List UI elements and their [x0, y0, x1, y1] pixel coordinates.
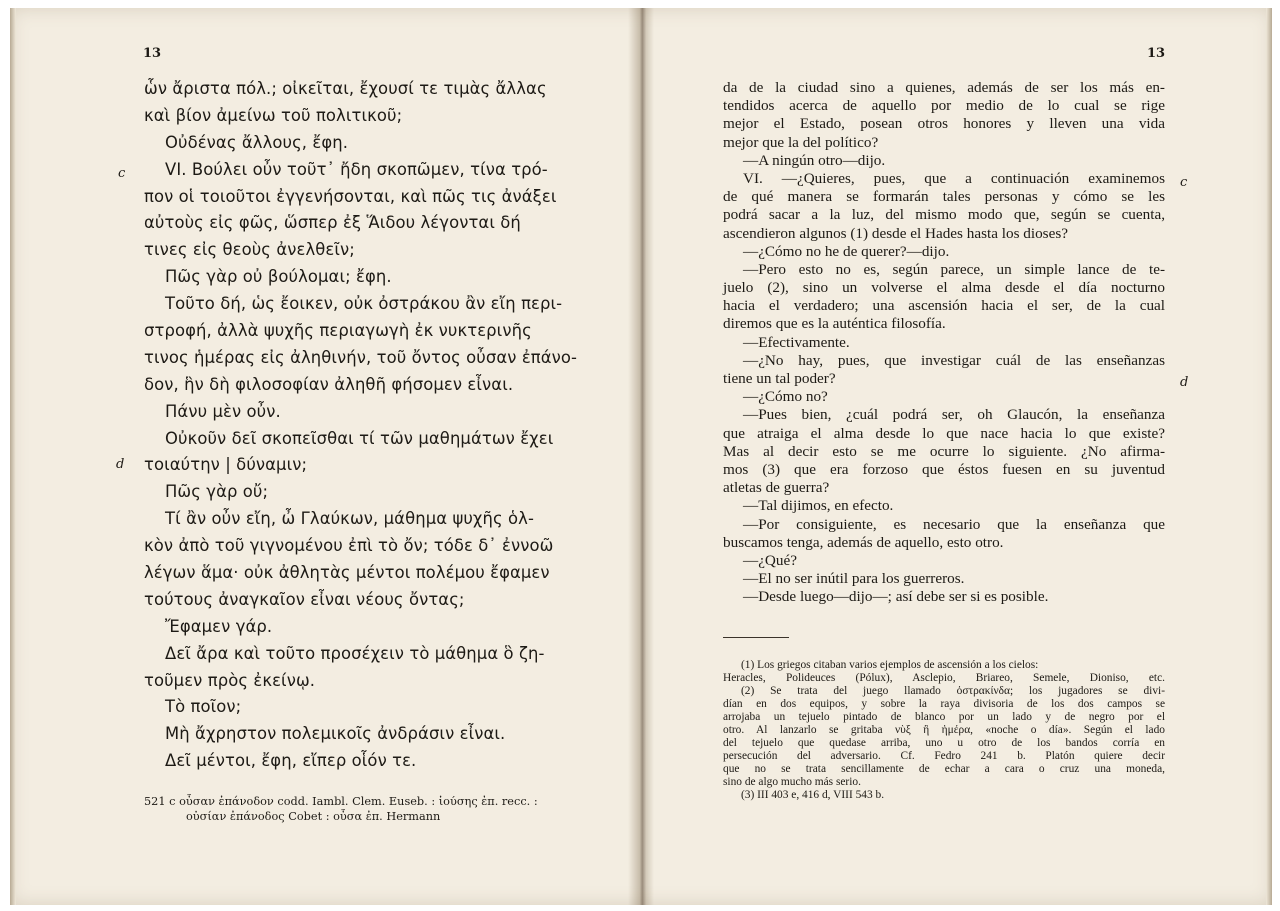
- greek-line: ὧν ἄριστα πόλ.; οἰκεῖται, ἔχουσί τε τιμὰς ἄλλας: [144, 79, 547, 98]
- spanish-line: ascendieron algunos (1) desde el Hades hasta los dioses?: [723, 224, 1068, 242]
- spanish-line: mejor el Estado, posean otros honores y lleven una vida: [723, 115, 1165, 133]
- footnote-line: Heracles, Polideuces (Pólux), Asclepio, Briareo, Semele, Dioniso, etc.: [723, 672, 1165, 684]
- greek-text: [144, 76, 594, 775]
- greek-line: Μὴ ἄχρηστον πολεμικοῖς ἀνδράσιν εἶναι.: [165, 724, 506, 744]
- greek-line: τοιαύτην | δύναμιν;: [144, 455, 308, 475]
- right-margin-letter-c: c: [1180, 175, 1188, 190]
- footnote-line: dían en dos equipos, y sobre la raya divisoria de los dos campos se: [723, 698, 1165, 710]
- greek-line: αὐτοὺς εἰς φῶς, ὥσπερ ἐξ Ἅιδου λέγονται δή: [144, 213, 521, 233]
- greek-line: VI. Βούλει οὖν τοῦτ᾽ ἤδη σκοπῶμεν, τίνα τρό-: [165, 159, 548, 179]
- right-margin-letter-d: d: [1180, 375, 1189, 390]
- left-page-number: 13: [143, 46, 162, 61]
- greek-line: Ἔφαμεν γάρ.: [165, 616, 273, 636]
- spanish-line: diremos que es la auténtica filosofía.: [723, 315, 946, 333]
- greek-line: πον οἱ τοιοῦτοι ἐγγενήσονται, καὶ πῶς τις ἀνάξει: [144, 186, 557, 206]
- page-edge-right: [1266, 8, 1272, 905]
- spanish-line: hacia el verdadero; una ascensión hacia el ser, de la cual: [723, 297, 1165, 315]
- critical-apparatus: [144, 794, 614, 824]
- footnote-line: arrojaba un tejuelo pintado de blanco por un lado y de negro por el: [723, 711, 1165, 723]
- footnote-line: sino de algo mucho más serio.: [723, 776, 861, 788]
- spanish-line: VI. —¿Quieres, pues, que a continuación examinemos: [743, 169, 1165, 187]
- greek-line: λέγων ἅμα· οὐκ ἀθλητὰς μέντοι πολέμου ἔφαμεν: [144, 563, 550, 583]
- spanish-line: tendidos acerca de aquello por medio de lo cual se rige: [723, 97, 1165, 115]
- spanish-line: de qué manera se formarán tales personas y cómo se les: [723, 188, 1165, 206]
- spanish-line: —¿Cómo no he de querer?—dijo.: [743, 242, 950, 260]
- spanish-line: atletas de guerra?: [723, 479, 830, 497]
- spanish-line: —Tal dijimos, en efecto.: [743, 497, 894, 515]
- left-margin-letter-d: d: [116, 457, 125, 472]
- footnotes: [723, 659, 1165, 802]
- greek-line: κὸν ἀπὸ τοῦ γιγνομένου ἐπὶ τὸ ὄν; τόδε δ᾽ ἐννοῶ: [144, 536, 554, 556]
- left-margin-letter-c: c: [118, 166, 126, 181]
- greek-line: Οὐδένας ἄλλους, ἔφη.: [165, 132, 349, 152]
- greek-line: τοῦμεν πρὸς ἐκείνῳ.: [144, 670, 316, 690]
- spanish-line: —Efectivamente.: [743, 333, 850, 351]
- footnote-line: persecución del adversario. Cf. Fedro 241 b. Platón quiere decir: [723, 750, 1165, 762]
- footnote-line: (1) Los griegos citaban varios ejemplos de ascensión a los cielos:: [741, 659, 1039, 671]
- spanish-line: —A ningún otro—dijo.: [743, 151, 886, 169]
- greek-line: Τοῦτο δή, ὡς ἔοικεν, οὐκ ὀστράκου ἂν εἴη περι-: [165, 294, 563, 314]
- apparatus-line: οὐσίαν ἐπάνοδος Cobet : οὖσα ἐπ. Hermann: [186, 810, 441, 823]
- spanish-line: buscamos tenga, además de aquello, esto otro.: [723, 533, 1004, 551]
- book-gutter: [628, 8, 654, 905]
- footnote-line: (2) Se trata del juego llamado ὀστρακίνδα; los jugadores se divi-: [741, 685, 1165, 697]
- greek-line: Τὸ ποῖον;: [165, 697, 242, 717]
- spanish-line: —¿No hay, pues, que investigar cuál de las enseñanzas: [743, 351, 1165, 369]
- footnote-line: del tejuelo que quedase arriba, uno u otro de los bandos corría en: [723, 737, 1165, 749]
- page-edge-left: [10, 8, 16, 905]
- greek-line: δον, ἣν δὴ φιλοσοφίαν ἀληθῆ φήσομεν εἶναι.: [144, 374, 514, 394]
- spanish-line: mos (3) que era forzoso que éstos fuesen en su juventud: [723, 460, 1165, 478]
- greek-line: Δεῖ ἄρα καὶ τοῦτο προσέχειν τὸ μάθημα ὃ ζη-: [165, 643, 545, 663]
- footnote-line: (3) III 403 e, 416 d, VIII 543 b.: [741, 789, 885, 801]
- spanish-line: juelo (2), sino un volverse el alma desde el día nocturno: [723, 279, 1165, 297]
- greek-line: Πάνυ μὲν οὖν.: [165, 401, 281, 421]
- greek-line: καὶ βίον ἀμείνω τοῦ πολιτικοῦ;: [144, 105, 403, 125]
- apparatus-line: 521 c οὖσαν ἐπάνοδον codd. Iambl. Clem. Euseb. : ἰούσης ἐπ. recc. :: [144, 795, 538, 808]
- greek-line: Τί ἂν οὖν εἴη, ὦ Γλαύκων, μάθημα ψυχῆς ὁλ-: [165, 509, 534, 529]
- greek-line: Δεῖ μέντοι, ἔφη, εἴπερ οἷόν τε.: [165, 751, 417, 771]
- footnote-divider: [723, 637, 789, 638]
- spanish-line: da de la ciudad sino a quienes, además de ser los más en-: [723, 79, 1165, 96]
- spanish-line: —¿Cómo no?: [743, 388, 828, 406]
- greek-line: Πῶς γὰρ οὔ;: [165, 482, 269, 502]
- spanish-line: que atraiga el alma desde lo que nace hacia lo que existe?: [723, 424, 1165, 442]
- footnote-line: que no se trata sencillamente de echar a cara o cruz una moneda,: [723, 763, 1165, 775]
- spanish-line: —Pero esto no es, según parece, un simple lance de te-: [743, 260, 1165, 278]
- spanish-line: —Desde luego—dijo—; así debe ser si es posible.: [743, 588, 1049, 606]
- greek-line: τινες εἰς θεοὺς ἀνελθεῖν;: [144, 240, 355, 260]
- spanish-line: —El no ser inútil para los guerreros.: [743, 570, 965, 588]
- spanish-line: mejor que la del político?: [723, 133, 879, 151]
- greek-line: τινος ἡμέρας εἰς ἀληθινήν, τοῦ ὄντος οὖσαν ἐπάνο-: [144, 347, 578, 367]
- footnote-line: otro. Al lanzarlo se gritaba νὺξ ἢ ἡμέρα, «noche o día». Según el lado: [723, 724, 1165, 736]
- greek-line: Οὐκοῦν δεῖ σκοπεῖσθαι τί τῶν μαθημάτων ἔχει: [165, 428, 554, 448]
- greek-line: στροφή, ἀλλὰ ψυχῆς περιαγωγὴ ἐκ νυκτερινῆς: [144, 321, 532, 341]
- spanish-line: —Por consiguiente, es necesario que la enseñanza que: [743, 515, 1165, 533]
- right-page-number: 13: [1147, 46, 1166, 61]
- greek-line: Πῶς γὰρ οὐ βούλομαι; ἔφη.: [165, 267, 392, 287]
- greek-line: τούτους ἀναγκαῖον εἶναι νέους ὄντας;: [144, 589, 465, 609]
- spanish-text: [723, 79, 1165, 606]
- spanish-line: tiene un tal poder?: [723, 370, 836, 387]
- spanish-line: —Pues bien, ¿cuál podrá ser, oh Glaucón, la enseñanza: [743, 406, 1165, 424]
- spanish-line: —¿Qué?: [743, 551, 797, 569]
- spanish-line: Mas al decir esto se me ocurre lo siguiente. ¿No afirma-: [723, 442, 1165, 460]
- spanish-line: podrá sacar a la luz, del mismo modo que, según se cuenta,: [723, 206, 1165, 224]
